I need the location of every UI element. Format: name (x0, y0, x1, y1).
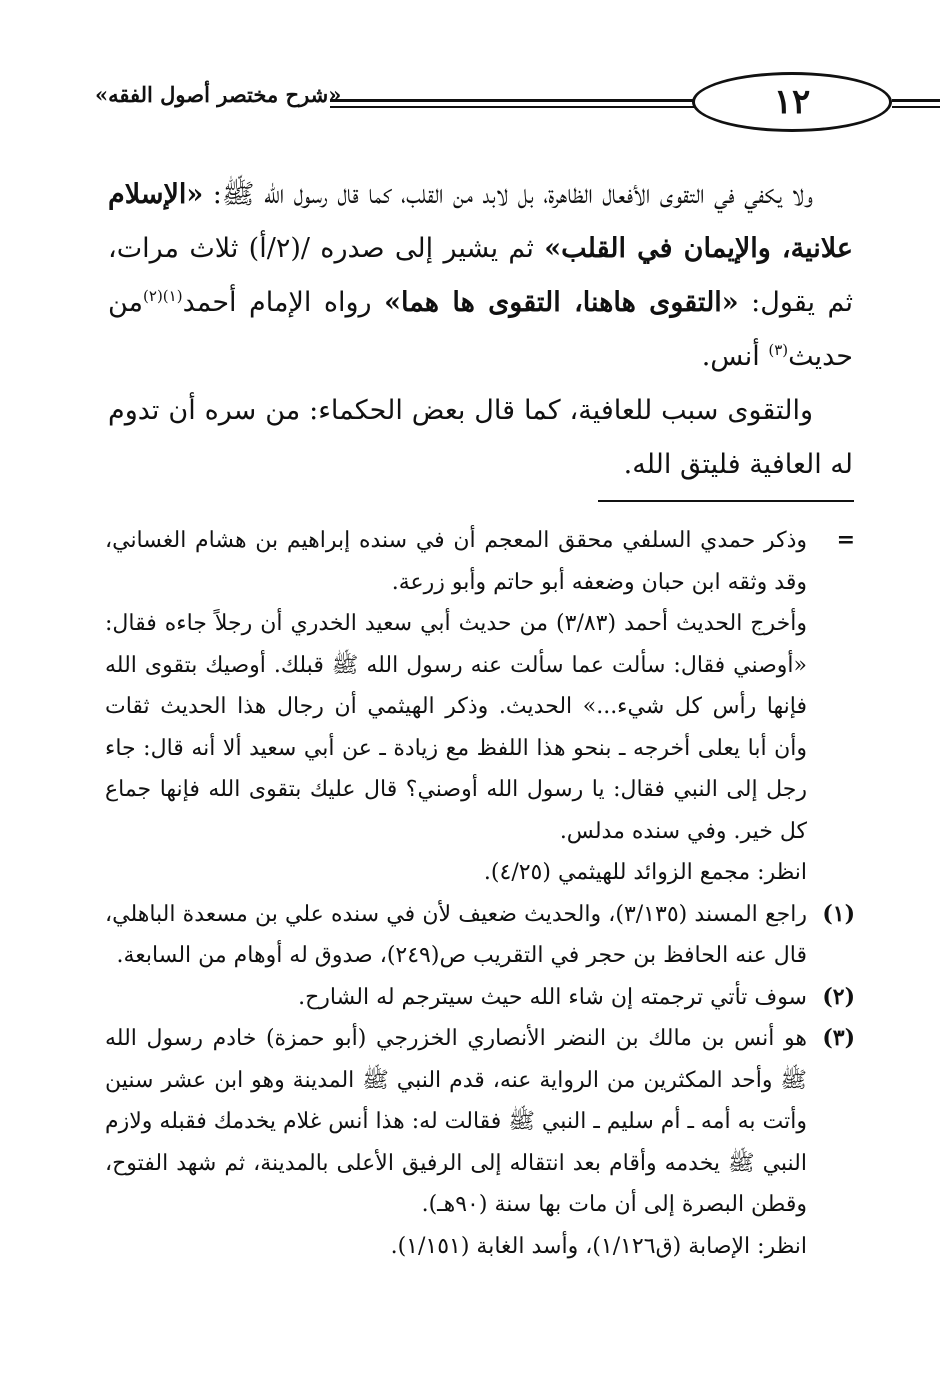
header-rule-right (892, 99, 940, 108)
paragraph-2: والتقوى سبب للعافية، كما قال بعض الحكماء: من سره أن تدوم له العافية فليتق الله. (108, 395, 853, 480)
paragraph-1-text-a: ولا يكفي في التقوى الأفعال الظاهرة، بل لابد من القلب، كما قال رسول الله ﷺ: (203, 179, 813, 210)
page-number: ١٢ (692, 72, 892, 132)
footnote-continued (105, 520, 855, 894)
running-title: «شرح مختصر أصول الفقه» (95, 82, 342, 107)
continuation-marker: = (836, 527, 855, 553)
page-header (95, 72, 860, 132)
footnotes (105, 520, 855, 1267)
footnote-1-marker: (١) (822, 900, 855, 927)
footnote-separator (598, 500, 854, 502)
paragraph-1-text-d: من حديث (108, 287, 853, 372)
hadith-quote-1: «الإسلام علانية، والإيمان في القلب» (108, 179, 853, 264)
hadith-quote-2: «التقوى هاهنا، التقوى ها هما» (384, 287, 739, 318)
footnote-ref-1-2: (١)(٢) (143, 287, 183, 305)
paragraph-1 (108, 168, 853, 384)
footnote-continued-line-2: وأخرج الحديث أحمد (٣/٨٣) من حديث أبي سعيد الخدري أن رجلاً جاءه فقال: «أوصني فقال: سألت عما سألت عنه رسول الله ﷺ قبلك. أوصيك بتقوى الله فإنها رأس كل شيء...» الحديث. وذكر الهيثمي أن رجال هذا الحديث ثقات وأن أبا يعلى أخرجه ـ بنحو هذا اللفظ مع زيادة ـ عن أبي سعيد ألا أنه قال: جاء رجل إلى النبي فقال: يا رسول الله أوصني؟ قال عليك بتقوى الله فإنها جماع كل خير. وفي سنده مدلس. (105, 611, 807, 844)
footnote-ref-3: (٣) (768, 341, 789, 359)
footnote-3-text: هو أنس بن مالك بن النضر الأنصاري الخزرجي (أبو حمزة) خادم رسول الله ﷺ وأحد المكثرين من الرواية عنه، قدم النبي ﷺ المدينة وهو ابن عشر سنين وأتت به أمه ـ أم سليم ـ النبي ﷺ فقالت له: هذا أنس غلام يخدمك فقبله ولازم النبي ﷺ يخدمه وأقام بعد انتقاله إلى الرفيق الأعلى بالمدينة، ثم شهد الفتوح، وقطن البصرة إلى أن مات بها سنة (٩٠هـ). (105, 1026, 807, 1217)
paragraph-1-text-c: رواه الإمام أحمد (182, 287, 385, 318)
footnote-continued-line-1: وذكر حمدي السلفي محقق المعجم أن في سنده إبراهيم بن هشام الغساني، وقد وثقه ابن حبان وضعفه أبو حاتم وأبو زرعة. (105, 528, 807, 595)
footnote-1-text: راجع المسند (٣/١٣٥)، والحديث ضعيف لأن في سنده علي بن مسعدة الباهلي، قال عنه الحافظ بن حجر في التقريب ص(٢٤٩)، صدوق له أوهام من السابعة. (105, 901, 808, 968)
footnote-3 (105, 1018, 855, 1267)
paragraph-1-text-b: ثم يشير إلى صدره /(٢/أ) ثلاث مرات، ثم يقول: (108, 233, 853, 318)
footnote-continued-line-3: انظر: مجمع الزوائد للهيثمي (٤/٢٥). (483, 860, 807, 885)
footnote-2-marker: (٢) (822, 983, 855, 1010)
footnote-2-text: سوف تأتي ترجمته إن شاء الله حيث سيترجم له الشارح. (298, 984, 807, 1010)
header-rule-left (330, 99, 700, 108)
footnote-2 (105, 977, 855, 1019)
footnote-3-marker: (٣) (822, 1025, 855, 1051)
main-text (108, 168, 853, 492)
footnote-1 (105, 894, 855, 977)
footnote-3-ref: انظر: الإصابة (ق١/١٢٦)، وأسد الغابة (١/١٥١). (390, 1233, 807, 1259)
paragraph-1-text-e: أنس. (701, 341, 769, 372)
